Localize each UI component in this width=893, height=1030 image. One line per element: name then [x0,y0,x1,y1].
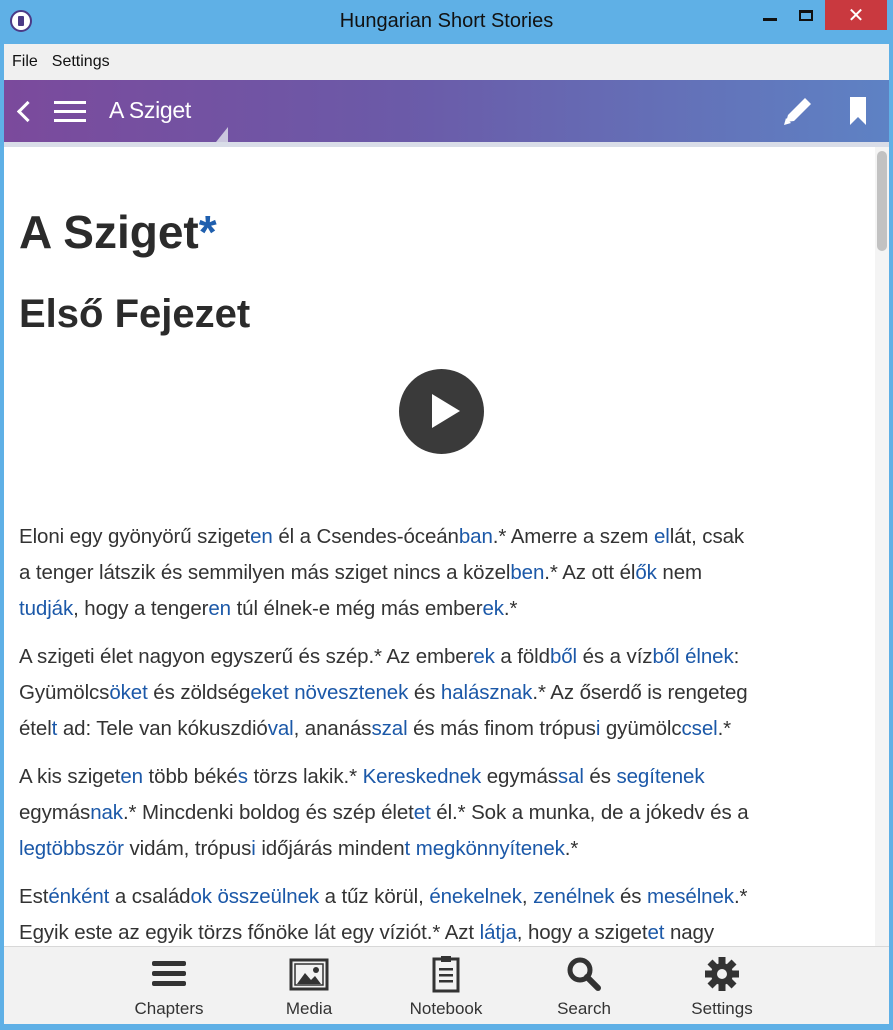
scrollbar[interactable] [875,147,889,946]
story-line [19,591,869,627]
highlighted-word-part[interactable]: ek [482,597,504,620]
highlighted-word-part[interactable]: zenélnek [533,885,615,908]
story-line [19,519,869,555]
reading-pane[interactable] [4,142,889,946]
story-paragraphs [19,519,869,946]
highlighted-word-part[interactable]: ek [473,645,495,668]
story-text: él a Csendes-óceán [272,525,459,548]
highlighted-word-part[interactable]: öket [109,681,148,704]
story-text: törzs lakik.* [247,765,363,788]
story-text: Est [19,885,49,908]
story-text: lát, csak [669,525,745,548]
story-text: gyümölc [600,717,682,740]
story-text: él.* Sok a munka, de a jókedv és a [430,801,749,824]
highlighted-word-part[interactable]: ok összeülnek [190,885,320,908]
story-line [19,639,869,675]
title-bar[interactable] [0,0,893,44]
window-title: Hungarian Short Stories [339,10,554,32]
highlighted-word-part[interactable]: csel [681,717,718,740]
story-text: : [733,645,740,668]
story-text: , hogy a sziget [516,921,648,944]
highlighted-word-part[interactable]: i [251,837,256,860]
highlighted-word-part[interactable]: ből élnek [652,645,734,668]
story-line [19,915,869,946]
nav-media-label: Media [285,999,333,1018]
story-text: A szigeti élet nagyon egyszerű és szép.* Az ember [19,645,474,668]
story-text: .* [717,717,732,740]
story-text: és [614,885,647,908]
close-icon: ✕ [847,4,865,27]
story-text: .* [564,837,579,860]
story-text: és a víz [577,645,653,668]
nav-search[interactable] [529,955,639,1019]
story-text: A kis sziget [19,765,121,788]
story-text: egymás [481,765,558,788]
chapter-title: Első Fejezet [19,292,251,336]
nav-notebook-label: Notebook [409,999,483,1018]
story-paragraph [19,759,869,867]
story-text: és [583,765,617,788]
story-text: Gyümölcs [19,681,110,704]
menu-bar [4,44,889,80]
story-text: , hogy a tenger [73,597,209,620]
nav-chapters[interactable] [114,955,224,1019]
highlighted-word-part[interactable]: nak [90,801,123,824]
story-text: és zöldség [147,681,251,704]
list-icon [149,955,189,993]
highlighted-word-part[interactable]: ben [510,561,545,584]
story-title-text: A Sziget [19,206,199,258]
highlighted-word-part[interactable]: segítenek [616,765,705,788]
back-icon[interactable] [14,94,38,128]
highlighted-word-part[interactable]: énként [48,885,110,908]
highlighted-word-part[interactable]: el [653,525,670,548]
bottom-navigation [4,946,889,1024]
toolbar-decoration [216,127,228,142]
highlighted-word-part[interactable]: sal [557,765,584,788]
highlighted-word-part[interactable]: ből [549,645,578,668]
story-text: .* Amerre a szem [492,525,654,548]
story-line [19,675,869,711]
story-text: étel [19,717,52,740]
highlighted-word-part[interactable]: szal [371,717,408,740]
play-audio-button[interactable] [399,369,484,454]
highlighted-word-part[interactable]: et [413,801,431,824]
highlighted-word-part[interactable]: ban [458,525,493,548]
toolbar-title: A Sziget [109,97,191,123]
story-text: , [521,885,534,908]
story-text: több béké [142,765,238,788]
story-text: .* [733,885,748,908]
nav-notebook[interactable] [391,955,501,1019]
story-text: , ananás [293,717,372,740]
story-line [19,555,869,591]
highlighted-word-part[interactable]: eket növesztenek [250,681,409,704]
highlighted-word-part[interactable]: tudják [19,597,74,620]
story-paragraph [19,639,869,747]
story-paragraph [19,879,869,946]
highlighted-word-part[interactable]: i [595,717,601,740]
highlighted-word-part[interactable]: t megkönnyítenek [404,837,565,860]
highlighted-word-part[interactable]: s [237,765,248,788]
story-line [19,831,869,867]
story-text: ad: Tele van kókuszdió [57,717,268,740]
story-paragraph [19,519,869,627]
story-text: a föld [494,645,550,668]
close-button[interactable] [825,0,887,30]
notebook-icon [426,955,466,993]
story-title [19,205,217,259]
nav-settings-label: Settings [691,999,753,1018]
story-line [19,759,869,795]
edit-pencil-icon[interactable] [780,96,816,128]
story-text: vidám, trópus [123,837,252,860]
highlighted-word-part[interactable]: énekelnek [429,885,522,908]
story-text: a család [109,885,191,908]
search-icon [564,955,604,993]
story-text: és más finom trópus [407,717,596,740]
story-text: Eloni egy gyönyörű sziget [19,525,251,548]
highlighted-word-part[interactable]: halásznak [440,681,533,704]
story-text: Egyik este az egyik törzs főnöke lát egy víziót.* Azt [19,921,480,944]
highlighted-word-part[interactable]: en [250,525,273,548]
story-text: és [408,681,441,704]
nav-media[interactable] [254,955,364,1019]
highlighted-word-part[interactable]: ők [635,561,657,584]
nav-settings[interactable] [667,955,777,1019]
maximize-button[interactable] [783,0,829,30]
story-text: időjárás minden [255,837,405,860]
story-text: nem [656,561,703,584]
hamburger-menu-icon[interactable] [54,101,86,123]
story-text: a tűz körül, [319,885,430,908]
story-text: .* Az őserdő is rengeteg [532,681,748,704]
maximize-icon [799,10,813,21]
menu-settings[interactable]: Settings [51,53,110,70]
story-line [19,795,869,831]
highlighted-word-part[interactable]: et [647,921,665,944]
scrollbar-thumb[interactable] [877,151,887,251]
story-line [19,711,869,747]
highlighted-word-part[interactable]: Kereskednek [362,765,482,788]
highlighted-word-part[interactable]: en [208,597,231,620]
image-icon [289,955,329,993]
story-text: nagy [664,921,715,944]
title-translation-marker[interactable]: * [198,206,217,258]
minimize-icon [763,18,777,21]
story-line [19,879,869,915]
highlighted-word-part[interactable]: t [51,717,58,740]
highlighted-word-part[interactable]: val [267,717,294,740]
story-text: .* [503,597,518,620]
nav-chapters-label: Chapters [134,999,204,1018]
story-text: .* Az ott él [544,561,636,584]
highlighted-word-part[interactable]: legtöbbször [19,837,124,860]
story-text: egymás [19,801,91,824]
story-text: túl élnek-e még más ember [230,597,483,620]
menu-file[interactable]: File [12,53,38,70]
highlighted-word-part[interactable]: látja [479,921,517,944]
highlighted-word-part[interactable]: en [120,765,143,788]
bookmark-icon[interactable] [850,97,866,125]
app-toolbar [4,80,889,142]
gear-icon [702,955,742,993]
nav-search-label: Search [557,999,611,1018]
highlighted-word-part[interactable]: mesélnek [647,885,734,908]
story-text: .* Mincdenki boldog és szép élet [122,801,414,824]
story-text: a tenger látszik és semmilyen más sziget nincs a közel [19,561,511,584]
